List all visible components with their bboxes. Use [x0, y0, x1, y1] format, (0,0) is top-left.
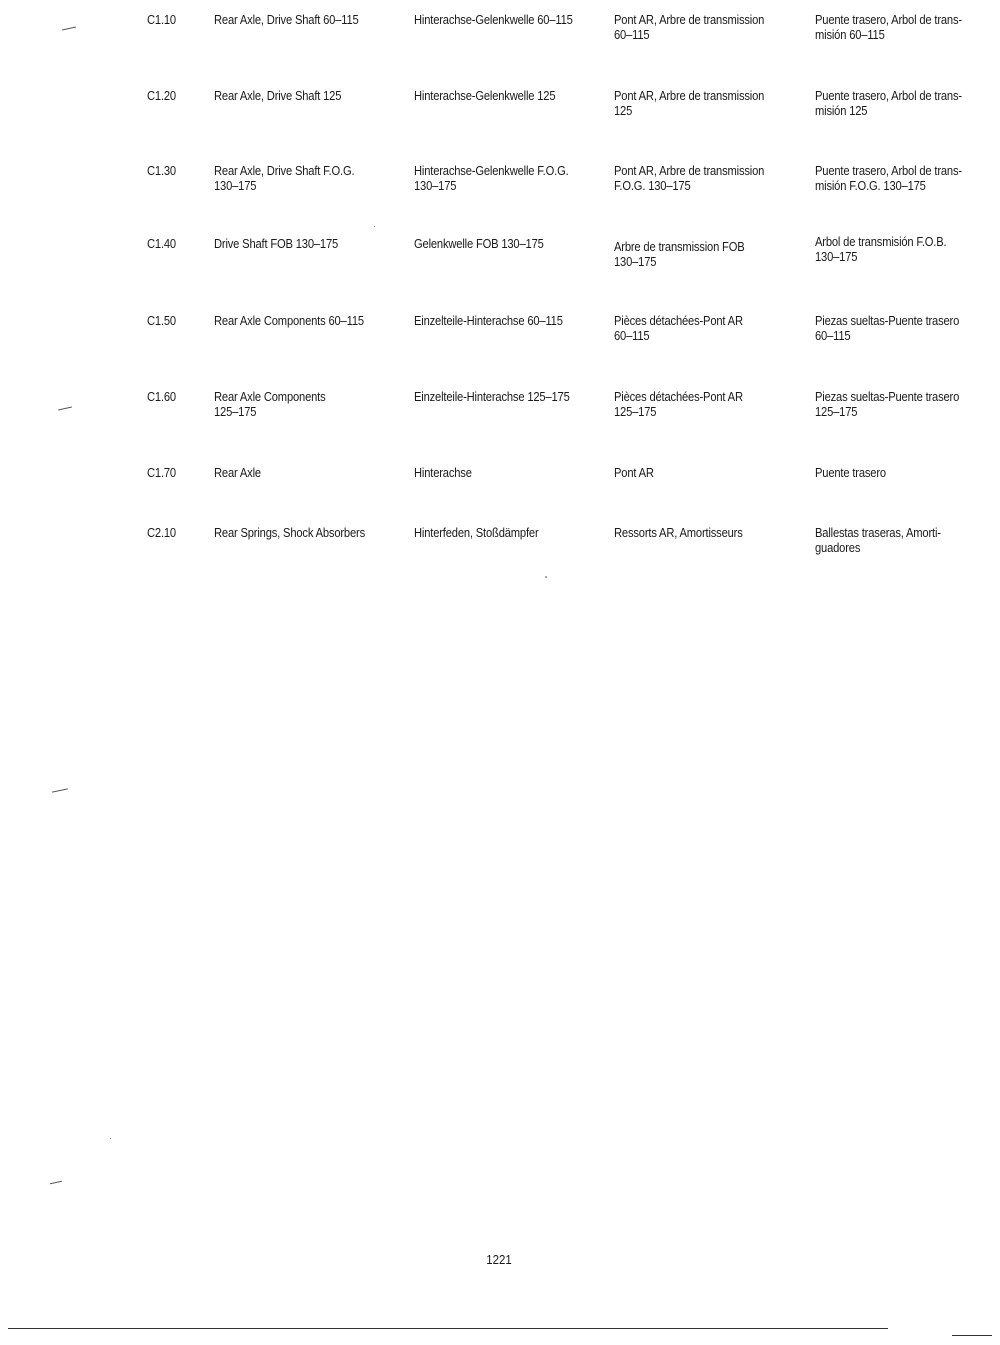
title-english: Rear Springs, Shock Absorbers	[214, 525, 365, 540]
page-number: 1221	[486, 1252, 512, 1267]
title-german: Gelenkwelle FOB 130–175	[414, 236, 544, 251]
scan-speck	[545, 576, 547, 578]
section-code: C1.60	[147, 389, 176, 404]
title-french: Arbre de transmission FOB 130–175	[614, 239, 745, 269]
title-german: Hinterachse	[414, 465, 472, 480]
title-german: Hinterachse-Gelenkwelle 125	[414, 88, 556, 103]
index-row-c1-30	[0, 163, 1000, 203]
title-french: Pont AR	[614, 465, 654, 480]
footer-rule	[8, 1328, 888, 1329]
footer-rule-short	[952, 1335, 992, 1336]
title-french: Pont AR, Arbre de transmission F.O.G. 130–175	[614, 163, 765, 193]
title-german: Hinterachse-Gelenkwelle 60–115	[414, 12, 573, 27]
title-french: Pont AR, Arbre de transmission 125	[614, 88, 765, 118]
scan-speck	[374, 226, 375, 227]
scan-speck	[110, 1138, 111, 1139]
title-spanish: Puente trasero, Arbol de trans- misión 60–115	[815, 12, 962, 42]
index-row-c1-50	[0, 313, 1000, 353]
title-english: Rear Axle, Drive Shaft 60–115	[214, 12, 359, 27]
title-german: Hinterachse-Gelenkwelle F.O.G. 130–175	[414, 163, 569, 193]
title-french: Pièces détachées-Pont AR 125–175	[614, 389, 743, 419]
title-german: Einzelteile-Hinterachse 125–175	[414, 389, 570, 404]
index-row-c1-60	[0, 389, 1000, 429]
section-code: C2.10	[147, 525, 176, 540]
title-english: Rear Axle, Drive Shaft 125	[214, 88, 342, 103]
section-code: C1.20	[147, 88, 176, 103]
title-spanish: Puente trasero	[815, 465, 886, 480]
title-english: Rear Axle Components 125–175	[214, 389, 326, 419]
title-spanish: Arbol de transmisión F.O.B. 130–175	[815, 234, 947, 264]
index-row-c1-20	[0, 88, 1000, 128]
index-row-c2-10	[0, 525, 1000, 565]
title-french: Pont AR, Arbre de transmission 60–115	[614, 12, 765, 42]
section-code: C1.10	[147, 12, 176, 27]
title-spanish: Puente trasero, Arbol de trans- misión F.O.G. 130–175	[815, 163, 962, 193]
index-row-c1-70	[0, 465, 1000, 505]
title-spanish: Puente trasero, Arbol de trans- misión 125	[815, 88, 962, 118]
section-code: C1.40	[147, 236, 176, 251]
title-english: Rear Axle Components 60–115	[214, 313, 364, 328]
margin-scan-mark	[50, 1181, 62, 1184]
section-code: C1.70	[147, 465, 176, 480]
title-english: Rear Axle, Drive Shaft F.O.G. 130–175	[214, 163, 355, 193]
title-french: Ressorts AR, Amortisseurs	[614, 525, 743, 540]
title-french: Pièces détachées-Pont AR 60–115	[614, 313, 743, 343]
title-german: Hinterfeden, Stoßdämpfer	[414, 525, 539, 540]
title-spanish: Piezas sueltas-Puente trasero 125–175	[815, 389, 960, 419]
title-english: Rear Axle	[214, 465, 261, 480]
index-row-c1-10	[0, 12, 1000, 52]
section-code: C1.30	[147, 163, 176, 178]
title-german: Einzelteile-Hinterachse 60–115	[414, 313, 563, 328]
title-spanish: Piezas sueltas-Puente trasero 60–115	[815, 313, 960, 343]
margin-scan-mark	[52, 788, 68, 792]
title-english: Drive Shaft FOB 130–175	[214, 236, 339, 251]
title-spanish: Ballestas traseras, Amorti- guadores	[815, 525, 941, 555]
index-row-c1-40	[0, 236, 1000, 276]
section-code: C1.50	[147, 313, 176, 328]
